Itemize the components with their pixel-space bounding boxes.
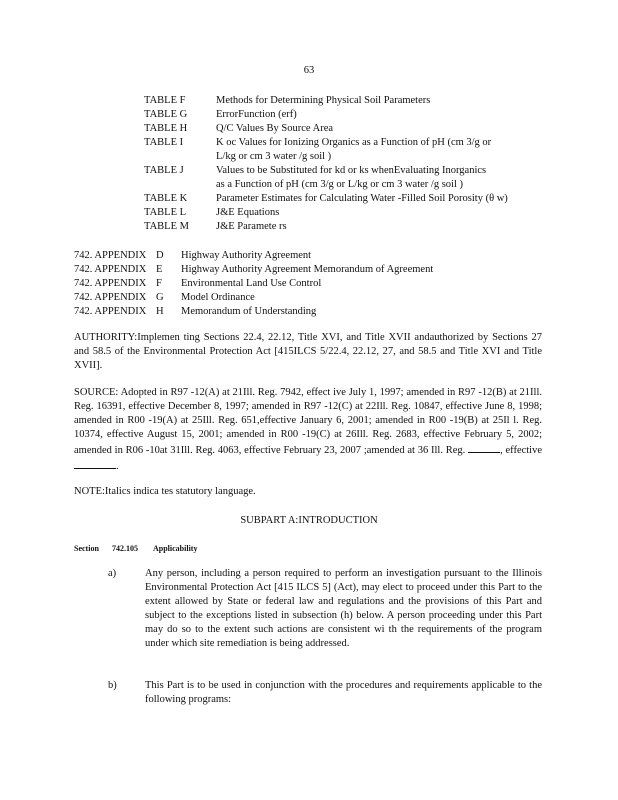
table-list	[144, 94, 544, 234]
appendix-entry	[74, 277, 544, 291]
appendix-prefix: 742. APPENDIX	[74, 278, 147, 289]
appendix-entry	[74, 249, 544, 263]
appendix-title: Environmental Land Use Control	[181, 278, 322, 289]
table-label: TABLE H	[144, 123, 188, 134]
note-line: NOTE:Italics indica tes statutory language.	[74, 486, 256, 497]
appendix-prefix: 742. APPENDIX	[74, 292, 147, 303]
appendix-entry	[74, 263, 544, 277]
table-entry	[144, 108, 544, 122]
appendix-title: Highway Authority Agreement	[181, 250, 312, 261]
table-label: TABLE I	[144, 137, 184, 148]
appendix-letter: G	[156, 292, 164, 303]
table-title-continued: L/kg or cm 3 water /g soil )	[216, 151, 332, 162]
table-title: Q/C Values By Source Area	[216, 123, 334, 134]
table-title: J&E Equations	[216, 207, 280, 218]
table-entry	[144, 220, 544, 234]
source-end: .	[116, 461, 119, 472]
table-entry	[144, 136, 544, 164]
table-title: Methods for Determining Physical Soil Parameters	[216, 95, 431, 106]
subpart-heading: SUBPART A:INTRODUCTION	[240, 515, 378, 526]
table-entry	[144, 122, 544, 136]
table-title: J&E Paramete rs	[216, 221, 287, 232]
appendix-entry	[74, 305, 544, 319]
section-heading	[74, 542, 197, 556]
subsection-text: Any person, including a person required to perform an investigation pursuant to the Illinois Environmental Protection Act [415 ILCS 5] (Act), may elect to proceed under this Part to the extent allowed by State or federal law and regulations and the provisions of this Part and subject to the exceptions listed in subsection (h) below. A person proceeding under this Part may do so to the extent such actions are consistent wi th the requirements of the program under which site remediation is being addressed.	[145, 568, 542, 649]
table-label: TABLE L	[144, 207, 187, 218]
table-title: ErrorFunction (erf)	[216, 109, 297, 120]
subsection-item	[108, 567, 542, 651]
section-number: 742.105	[112, 544, 138, 553]
table-label: TABLE M	[144, 221, 189, 232]
appendix-prefix: 742. APPENDIX	[74, 306, 147, 317]
blank-line	[74, 458, 116, 469]
table-label: TABLE K	[144, 193, 188, 204]
subsection-label: a)	[108, 568, 117, 579]
blank-line	[468, 442, 500, 453]
source-middle: , effective	[500, 445, 543, 456]
table-title-continued: as a Function of pH (cm 3/g or L/kg or cm 3 water /g soil )	[216, 179, 463, 190]
appendix-letter: D	[156, 250, 164, 261]
table-title: K oc Values for Ionizing Organics as a Function of pH (cm 3/g or	[216, 137, 492, 148]
appendix-title: Highway Authority Agreement Memorandum of Agreement	[181, 264, 434, 275]
appendix-title: Model Ordinance	[181, 292, 255, 303]
page-number: 63	[303, 65, 315, 76]
appendix-prefix: 742. APPENDIX	[74, 264, 147, 275]
appendix-entry	[74, 291, 544, 305]
section-title: Applicability	[153, 544, 198, 553]
table-title: Parameter Estimates for Calculating Water -Filled Soil Porosity (θ w)	[216, 193, 508, 204]
table-entry	[144, 94, 544, 108]
table-label: TABLE J	[144, 165, 184, 176]
appendix-prefix: 742. APPENDIX	[74, 250, 147, 261]
authority-paragraph: AUTHORITY:Implemen ting Sections 22.4, 22.12, Title XVI, and Title XVII andauthorized by Sections 27 and 58.5 of the Environmental Protection Act [415ILCS 5/22.4, 22.12, 27, and 58.5 and Title XVI and Title XVII].	[74, 332, 542, 371]
table-title: Values to be Substituted for kd or ks whenEvaluating Inorganics	[216, 165, 487, 176]
subsection-label: b)	[108, 680, 117, 691]
table-entry	[144, 192, 544, 206]
source-text: SOURCE: Adopted in R97 -12(A) at 21Ill. Reg. 7942, effect ive July 1, 1997; amended in R97 -12(B) at 21Ill. Reg. 16391, effective December 8, 1997; amended in R97 -12(C) at 22Ill. Reg. 10847, effective June 8, 1998; amended in R00 -19(A) at 25Ill. Reg. 651,effective January 6, 2001; amended in R00 -19(B) at 25Il l. Reg. 10374, effective August 15, 2001; amended in R00 -19(C) at 26Ill. Reg. 2683, effective February 5, 2002; amended in R06 -10at 31Ill. Reg. 4063, effective February 23, 2007 ;amended at 36 Ill. Reg.	[74, 387, 542, 456]
source-paragraph	[74, 386, 542, 474]
appendix-letter: E	[156, 264, 163, 275]
appendix-list	[74, 249, 544, 319]
table-label: TABLE G	[144, 109, 188, 120]
appendix-letter: F	[156, 278, 162, 289]
subsection-text: This Part is to be used in conjunction with the procedures and requirements applicable to the following programs:	[145, 680, 542, 705]
appendix-letter: H	[156, 306, 164, 317]
table-entry	[144, 206, 544, 220]
section-word: Section	[74, 544, 99, 553]
subsection-item	[108, 679, 542, 707]
table-entry	[144, 164, 544, 192]
table-label: TABLE F	[144, 95, 186, 106]
appendix-title: Memorandum of Understanding	[181, 306, 317, 317]
